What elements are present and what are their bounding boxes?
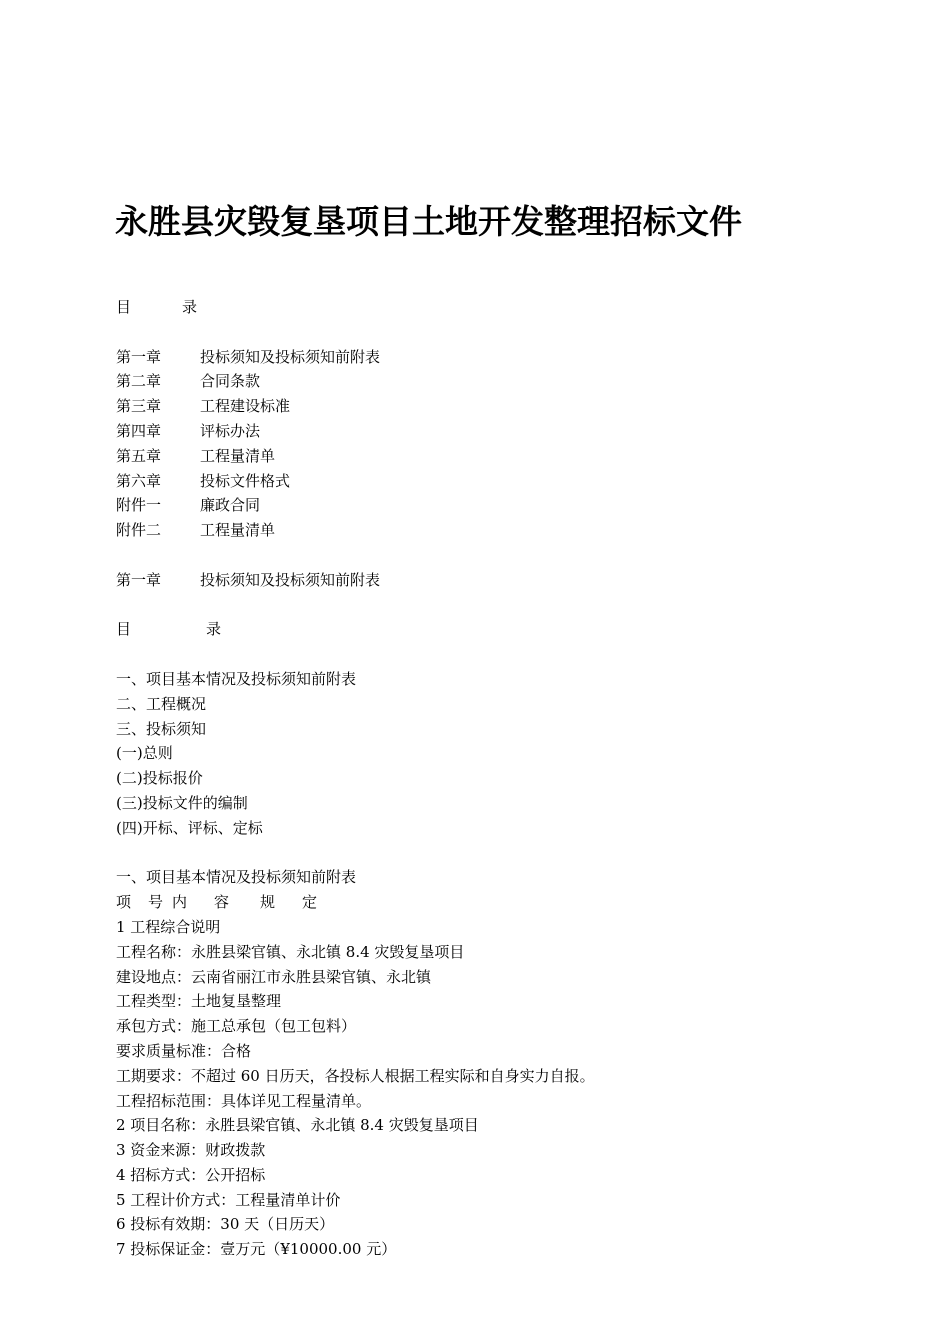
spec-line: 承包方式：施工总承包（包工包料） — [116, 1017, 357, 1036]
spec-line: 4 招标方式：公开招标 — [116, 1165, 266, 1184]
toc-item-num: 第五章 — [116, 446, 162, 465]
table-header-cell: 定 — [302, 893, 318, 912]
toc2-item: 一、项目基本情况及投标须知前附表 — [116, 669, 357, 688]
toc-item-text: 廉政合同 — [200, 496, 261, 515]
toc-item-text: 评标办法 — [200, 421, 261, 440]
table-header-cell: 容 — [214, 893, 230, 912]
spec-line: 要求质量标准：合格 — [116, 1041, 252, 1060]
toc-item — [116, 518, 595, 543]
document-body — [116, 295, 595, 1262]
toc2-heading-left: 目 — [116, 620, 132, 639]
toc2-item: (四)开标、评标、定标 — [116, 818, 263, 837]
spec-line: 工期要求：不超过 60 日历天，各投标人根据工程实际和自身实力自报。 — [116, 1066, 595, 1085]
toc-item — [116, 469, 595, 494]
toc2-item: (二)投标报价 — [116, 769, 203, 788]
spec-line: 5 工程计价方式：工程量清单计价 — [116, 1190, 341, 1209]
toc-item-text: 合同条款 — [200, 372, 261, 391]
toc2-item: 三、投标须知 — [116, 719, 207, 738]
toc-heading — [116, 295, 595, 320]
toc-item-text: 投标文件格式 — [200, 471, 291, 490]
section-heading: 一、项目基本情况及投标须知前附表 — [116, 868, 357, 887]
spec-line: 1 工程综合说明 — [116, 917, 221, 936]
spec-line: 2 项目名称：永胜县梁官镇、永北镇 8.4 灾毁复垦项目 — [116, 1116, 479, 1135]
spec-line: 工程招标范围：具体详见工程量清单。 — [116, 1091, 372, 1110]
toc2-item: (三)投标文件的编制 — [116, 793, 248, 812]
toc-heading-right: 录 — [182, 298, 198, 316]
table-header-cell: 内 — [172, 893, 188, 912]
toc-heading-left: 目 — [116, 298, 132, 316]
table-header-cell: 号 — [148, 893, 164, 912]
spec-line: 6 投标有效期：30 天（日历天） — [116, 1215, 335, 1234]
table-header-cell: 规 — [260, 893, 276, 912]
toc-item — [116, 345, 595, 370]
toc-item-num: 第三章 — [116, 397, 162, 416]
toc-item — [116, 369, 595, 394]
spec-line: 3 资金来源：财政拨款 — [116, 1141, 266, 1160]
toc2-item: (一)总则 — [116, 744, 173, 763]
toc2-heading — [116, 617, 595, 642]
toc-item — [116, 444, 595, 469]
toc-item — [116, 394, 595, 419]
spec-line: 建设地点：云南省丽江市永胜县梁官镇、永北镇 — [116, 967, 432, 986]
toc2-item: 二、工程概况 — [116, 694, 207, 713]
toc-item-text: 投标须知及投标须知前附表 — [200, 347, 381, 366]
toc-item-num: 第二章 — [116, 372, 162, 391]
toc-item-text: 工程量清单 — [200, 521, 276, 540]
toc-item-num: 附件二 — [116, 521, 162, 540]
spec-line: 工程名称：永胜县梁官镇、永北镇 8.4 灾毁复垦项目 — [116, 942, 465, 961]
toc-item — [116, 419, 595, 444]
toc-item-text: 工程量清单 — [200, 446, 276, 465]
toc2-heading-right: 录 — [206, 620, 222, 639]
document-title: 永胜县灾毁复垦项目土地开发整理招标文件 — [115, 202, 742, 241]
table-header — [116, 890, 595, 915]
toc-item-num: 第四章 — [116, 421, 162, 440]
toc-item-text: 工程建设标准 — [200, 397, 291, 416]
toc-item-num: 第一章 — [116, 347, 162, 366]
spec-line: 7 投标保证金：壹万元（¥10000.00 元） — [116, 1240, 397, 1259]
toc-item-num: 附件一 — [116, 496, 162, 515]
spec-line: 工程类型：土地复垦整理 — [116, 992, 282, 1011]
table-header-cell: 项 — [116, 893, 132, 912]
chapter-title: 投标须知及投标须知前附表 — [200, 570, 381, 589]
chapter-heading — [116, 568, 595, 593]
toc-item — [116, 493, 595, 518]
chapter-num: 第一章 — [116, 570, 162, 589]
toc-item-num: 第六章 — [116, 471, 162, 490]
